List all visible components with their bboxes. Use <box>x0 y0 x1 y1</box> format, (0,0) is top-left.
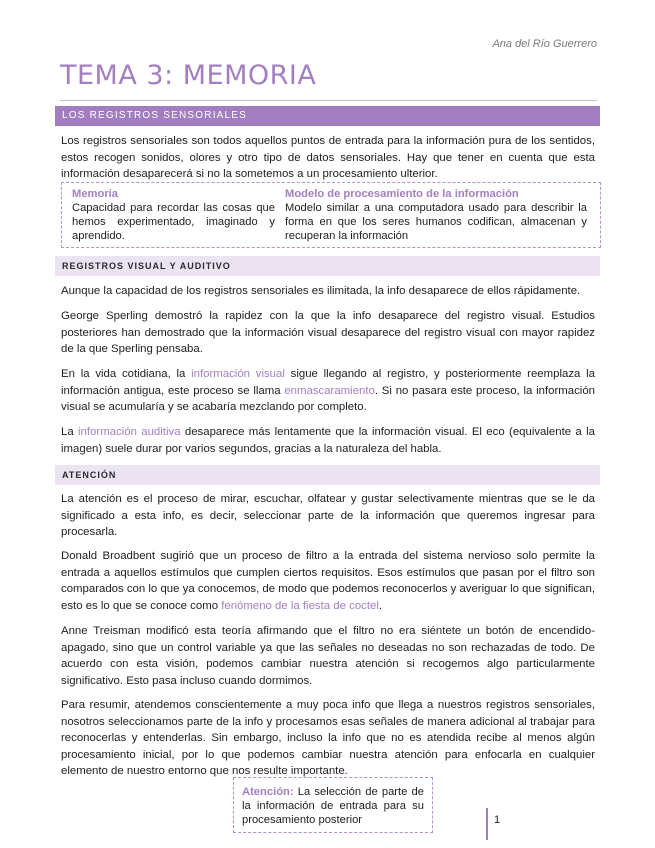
p4-text-a: La <box>61 426 79 438</box>
ap2-text-a: Donald Broadbent sugirió que un proceso de filtro a la entrada del sistema nervioso solo permite la entrada a aquellos estímulos que cumplen ciertos requisitos. Esos estímulos que pasan por el filtro son comparados con lo que ya conocemos, de modo que podemos reconocerlos y averiguar lo que significan, esto es lo que se conoce como <box>61 550 595 612</box>
atencion-paragraph-3: Anne Treisman modificó esta teoría afirmando que el filtro no era siéntete un botón de encendido-apagado, sino que un control variable ya que las señales no deseadas no son rechazadas de todo. De acuerdo con esta visión, podemos cambiar nuestra atención si recogemos algo particularmente significativo. Esto pasa incluso cuando dormimos. <box>61 625 595 687</box>
atencion-definition-title: Atención: <box>242 786 294 798</box>
definition-memoria-title: Memoria <box>72 188 119 200</box>
p4-text-b: desaparece más lentamente que la información visual. El eco (equivalente a la imagen) suele durar por varios segundos, gracias a la naturaleza del habla. <box>61 426 595 455</box>
atencion-paragraph-1: La atención es el proceso de mirar, escuchar, olfatear y gustar selectivamente mientras que se le da significado a esta info, es decir, seleccionar parte de la información que queremos ingresar para procesarla. <box>61 493 595 538</box>
highlight-informacion-auditiva: información auditiva <box>78 426 181 438</box>
visual-paragraph-2: George Sperling demostró la rapidez con la que la info desaparece del registro visual. Estudios posteriores han demostrado que la información visual desaparece del registro visual con mayor rapidez de la que Sperling pensaba. <box>61 310 595 355</box>
page-number: 1 <box>494 814 501 826</box>
atencion-definition-box <box>233 777 433 833</box>
section-heading-atencion: ATENCIÓN <box>55 465 600 485</box>
page-title: TEMA 3: MEMORIA <box>60 60 317 91</box>
p3-text-b: sigue llegando al registro, y posteriormente reemplaza la información antigua, este proceso se llama <box>61 368 595 397</box>
highlight-enmascaramiento: enmascaramiento <box>284 384 375 397</box>
page-number-bar <box>486 808 488 840</box>
definition-memoria-text: Capacidad para recordar las cosas que hemos experimentado, imaginado y aprendido. <box>72 202 275 242</box>
atencion-definition-text: La selección de parte de la información de entrada para su procesamiento posterior <box>242 786 424 826</box>
highlight-informacion-visual: información visual <box>191 368 285 380</box>
definition-modelo-text: Modelo similar a una computadora usado para describir la forma en que los seres humanos codifican, almacenan y recuperan la información <box>285 202 587 242</box>
intro-paragraph: Los registros sensoriales son todos aquellos puntos de entrada para la información pura de los sentidos, estos recogen sonidos, olores y otro tipo de datos sensoriales. Hay que tener en cuenta que esta información desaparecerá si no la sometemos a un procesamiento ulterior. <box>61 135 595 180</box>
atencion-paragraph-4: Para resumir, atendemos conscientemente a muy poca info que llega a nuestros registros sensoriales, nosotros seleccionamos parte de la info y procesamos esas señales de manera adicional al trabajar para reconocerlas y entenderlas. Sin embargo, incluso la info que no es atendida recibe al menos algún procesamiento inicial, por lo que podemos cambiar nuestra atención para enfocarla en cualquier elemento de nuestro entorno que nos resulte importante. <box>61 699 595 777</box>
visual-paragraph-1: Aunque la capacidad de los registros sensoriales es ilimitada, la info desaparece de ellos rápidamente. <box>61 285 581 297</box>
title-divider <box>60 100 597 101</box>
p3-text-a: En la vida cotidiana, la <box>61 368 192 380</box>
definitions-box <box>61 182 601 248</box>
p3-text-c: . Si no pasara este proceso, la información visual se acumularía y se acabaría mezclando por completo. <box>61 384 595 413</box>
visual-paragraph-4 <box>61 424 595 457</box>
atencion-paragraph-2 <box>61 548 595 614</box>
section-heading-registros-visual-auditivo: REGISTROS VISUAL Y AUDITIVO <box>55 256 600 276</box>
definition-memoria <box>72 187 275 243</box>
section-heading-registros-sensoriales: LOS REGISTROS SENSORIALES <box>55 106 600 126</box>
atencion-definition <box>242 785 424 827</box>
definition-modelo-title: Modelo de procesamiento de la información <box>285 188 519 200</box>
definition-modelo <box>285 187 587 243</box>
highlight-fiesta-de-coctel: fenómeno de la fiesta de coctel <box>221 599 379 612</box>
author-name: Ana del Río Guerrero <box>492 38 597 50</box>
ap2-text-b: . <box>378 599 383 612</box>
visual-paragraph-3 <box>61 366 595 416</box>
